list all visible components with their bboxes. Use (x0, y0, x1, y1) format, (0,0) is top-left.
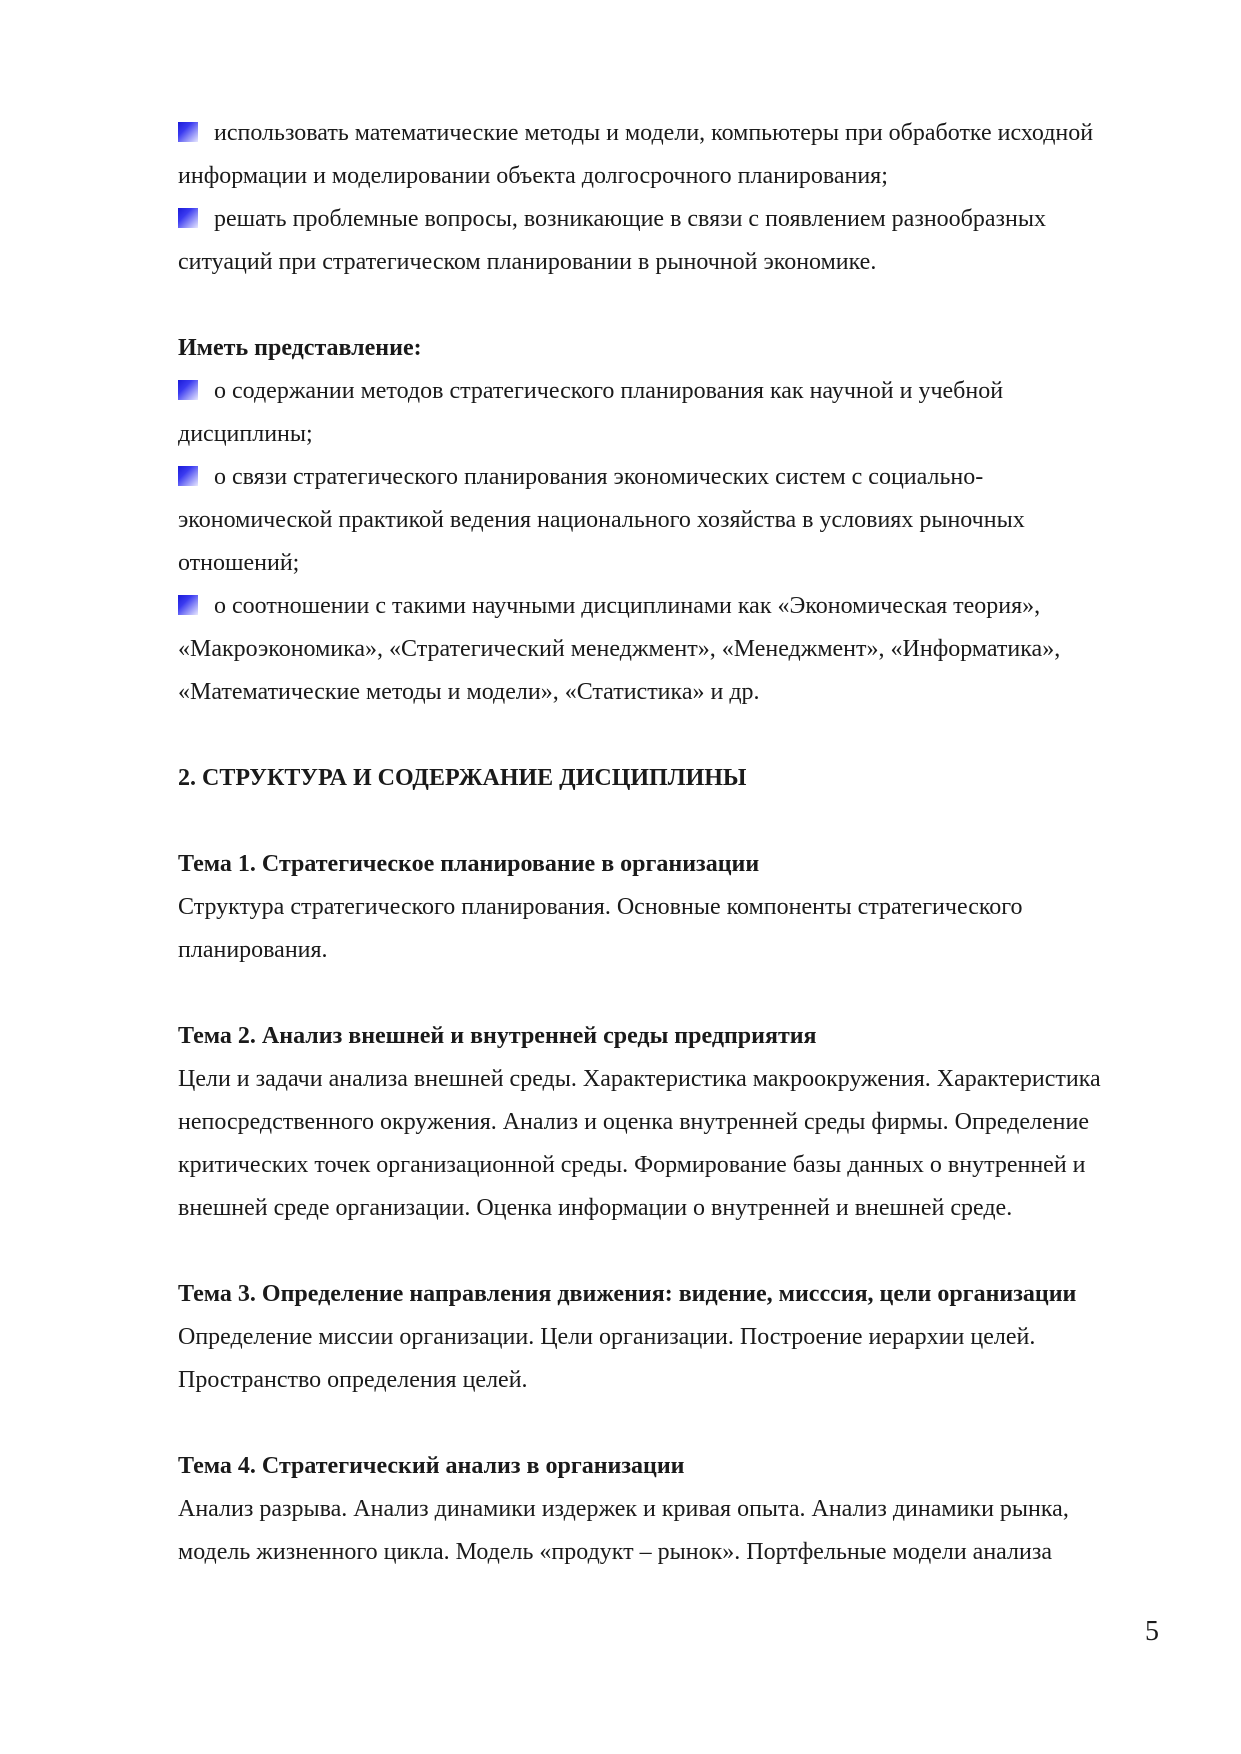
list-item-continuation: дисциплины; (178, 421, 313, 447)
list-item-text: использовать математические методы и модели, компьютеры при обработке исходной (214, 120, 1094, 146)
topic-text: Структура стратегического планирования. Основные компоненты стратегического (178, 894, 1023, 920)
document-body (178, 112, 1163, 1574)
bullet-list-top (178, 112, 1163, 284)
topic-block (178, 1273, 1163, 1402)
topic-block (178, 1445, 1163, 1574)
topic-text: планирования. (178, 937, 328, 963)
square-bullet-icon (178, 595, 198, 615)
list-item-continuation: «Макроэкономика», «Стратегический менеджмент», «Менеджмент», «Информатика», (178, 636, 1061, 662)
topic-title: Тема 1. Стратегическое планирование в организации (178, 851, 760, 877)
list-item-text: о содержании методов стратегического планирования как научной и учебной (214, 378, 1004, 404)
square-bullet-icon (178, 208, 198, 228)
topic-text: критических точек организационной среды. Формирование базы данных о внутренней и (178, 1152, 1086, 1178)
square-bullet-icon (178, 122, 198, 142)
list-item (178, 370, 1163, 413)
topic-text: Пространство определения целей. (178, 1367, 528, 1393)
list-item-continuation: ситуаций при стратегическом планировании в рыночной экономике. (178, 249, 877, 275)
page-number: 5 (1145, 1616, 1159, 1647)
section-heading: 2. СТРУКТУРА И СОДЕРЖАНИЕ ДИСЦИПЛИНЫ (178, 765, 747, 791)
list-item-continuation: информации и моделировании объекта долгосрочного планирования; (178, 163, 888, 189)
list-item (178, 198, 1163, 241)
list-item (178, 585, 1163, 628)
topic-block (178, 1015, 1163, 1230)
list-item (178, 456, 1163, 499)
square-bullet-icon (178, 380, 198, 400)
list-item-continuation: экономической практикой ведения национального хозяйства в условиях рыночных (178, 507, 1025, 533)
square-bullet-icon (178, 466, 198, 486)
topic-title: Тема 4. Стратегический анализ в организации (178, 1453, 685, 1479)
topic-title: Тема 3. Определение направления движения: видение, мисссия, цели организации (178, 1281, 1077, 1307)
topic-text: непосредственного окружения. Анализ и оценка внутренней среды фирмы. Определение (178, 1109, 1090, 1135)
topic-text: модель жизненного цикла. Модель «продукт – рынок». Портфельные модели анализа (178, 1539, 1052, 1565)
list-item-text: решать проблемные вопросы, возникающие в связи с появлением разнообразных (214, 206, 1046, 232)
list-item-text: о соотношении с такими научными дисциплинами как «Экономическая теория», (214, 593, 1041, 619)
topic-text: Определение миссии организации. Цели организации. Построение иерархии целей. (178, 1324, 1036, 1350)
section-heading: Иметь представление: (178, 335, 422, 361)
list-item-continuation: «Математические методы и модели», «Статистика» и др. (178, 679, 760, 705)
list-item (178, 112, 1163, 155)
list-item-continuation: отношений; (178, 550, 300, 576)
topic-text: Цели и задачи анализа внешней среды. Характеристика макроокружения. Характеристика (178, 1066, 1101, 1092)
list-item-text: о связи стратегического планирования экономических систем с социально- (214, 464, 984, 490)
topic-text: Анализ разрыва. Анализ динамики издержек и кривая опыта. Анализ динамики рынка, (178, 1496, 1069, 1522)
topic-text: внешней среде организации. Оценка информации о внутренней и внешней среде. (178, 1195, 1013, 1221)
topic-title: Тема 2. Анализ внешней и внутренней среды предприятия (178, 1023, 817, 1049)
topic-block (178, 843, 1163, 972)
bullet-list-idea (178, 370, 1163, 714)
